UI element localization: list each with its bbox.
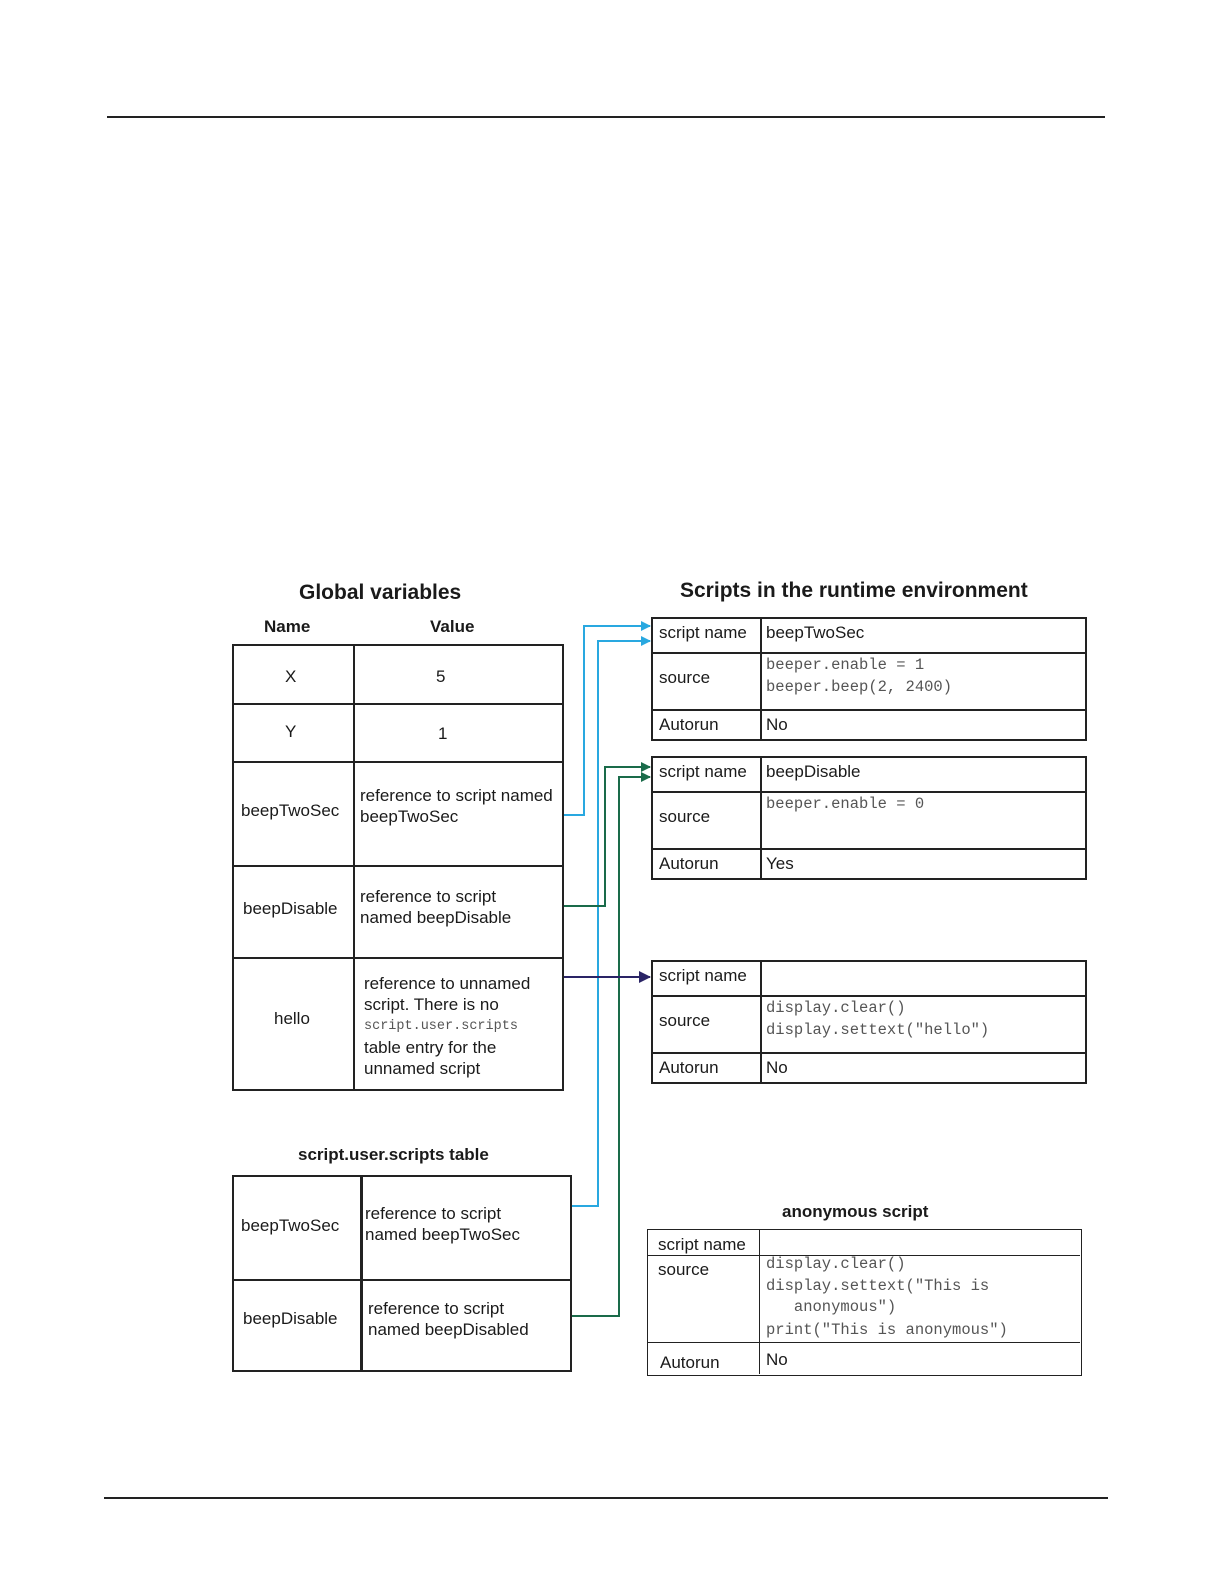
script3-source-line1: display.clear(): [766, 999, 906, 1017]
anonymous-script-title: anonymous script: [782, 1202, 929, 1221]
script2-name-label: script name: [659, 762, 747, 781]
script1-source-line2: beeper.beep(2, 2400): [766, 678, 953, 696]
top-rule: [107, 116, 1105, 118]
script3-name-label: script name: [659, 966, 747, 985]
arrow-user-beepdisable: [572, 777, 650, 1316]
script2-source-label: source: [659, 807, 711, 826]
anon-source-line1: display.clear(): [766, 1255, 906, 1273]
global-row-hello-name: hello: [274, 1009, 310, 1028]
runtime-scripts-title: Scripts in the runtime environment: [680, 579, 1028, 602]
user-row-beeptwosec-name: beepTwoSec: [241, 1216, 340, 1235]
script3-autorun-value: No: [766, 1058, 788, 1077]
user-row-beeptwosec-value-line2: named beepTwoSec: [365, 1225, 520, 1244]
global-row-beeptwosec-value-line1: reference to script named: [360, 786, 553, 805]
script1-name-value: beepTwoSec: [766, 623, 865, 642]
script1-name-label: script name: [659, 623, 747, 642]
arrow-global-beepdisable: [564, 767, 650, 906]
arrow-user-beeptwosec: [572, 641, 650, 1206]
anon-name-label: script name: [658, 1235, 746, 1254]
user-row-beepdisable-value-line1: reference to script: [368, 1299, 505, 1318]
user-row-beepdisable-name: beepDisable: [243, 1309, 338, 1328]
script1-source-label: source: [659, 668, 711, 687]
global-row-hello-value-line4: unnamed script: [364, 1059, 481, 1078]
anon-source-line3: anonymous"): [766, 1298, 897, 1316]
script2-name-value: beepDisable: [766, 762, 861, 781]
global-row-x-value: 5: [436, 667, 446, 686]
script2-autorun-label: Autorun: [659, 854, 719, 873]
global-row-hello-value-line3: table entry for the: [364, 1038, 497, 1057]
user-scripts-title: script.user.scripts table: [298, 1145, 489, 1164]
script3-source-label: source: [659, 1011, 711, 1030]
script1-autorun-label: Autorun: [659, 715, 719, 734]
global-row-y-name: Y: [285, 722, 297, 741]
name-column-header: Name: [264, 617, 311, 636]
anon-autorun-value: No: [766, 1350, 788, 1369]
value-column-header: Value: [430, 617, 475, 636]
global-row-hello-value-line1: reference to unnamed: [364, 974, 531, 993]
global-row-beepdisable-name: beepDisable: [243, 899, 338, 918]
anon-source-line2: display.settext("This is: [766, 1277, 990, 1295]
script2-autorun-value: Yes: [766, 854, 794, 873]
anon-source-line4: print("This is anonymous"): [766, 1321, 1008, 1339]
global-row-beeptwosec-value-line2: beepTwoSec: [360, 807, 459, 826]
global-row-hello-value-code: script.user.scripts: [364, 1019, 518, 1034]
global-row-beepdisable-value-line2: named beepDisable: [360, 908, 512, 927]
anon-source-label: source: [658, 1260, 710, 1279]
global-row-beepdisable-value-line1: reference to script: [360, 887, 497, 906]
script3-autorun-label: Autorun: [659, 1058, 719, 1077]
arrow-global-beeptwosec: [564, 626, 650, 815]
bottom-rule: [104, 1497, 1108, 1499]
user-row-beeptwosec-value-line1: reference to script: [365, 1204, 502, 1223]
global-row-hello-value-line2: script. There is no: [364, 995, 499, 1014]
script1-source-line1: beeper.enable = 1: [766, 656, 925, 674]
script3-source-line2: display.settext("hello"): [766, 1021, 990, 1039]
global-row-y-value: 1: [438, 724, 448, 743]
script2-source-line1: beeper.enable = 0: [766, 795, 925, 813]
user-row-beepdisable-value-line2: named beepDisabled: [368, 1320, 529, 1339]
global-row-beeptwosec-name: beepTwoSec: [241, 801, 340, 820]
anon-autorun-label: Autorun: [660, 1353, 720, 1372]
global-variables-title: Global variables: [299, 581, 462, 604]
global-row-x-name: X: [285, 667, 297, 686]
script1-autorun-value: No: [766, 715, 788, 734]
